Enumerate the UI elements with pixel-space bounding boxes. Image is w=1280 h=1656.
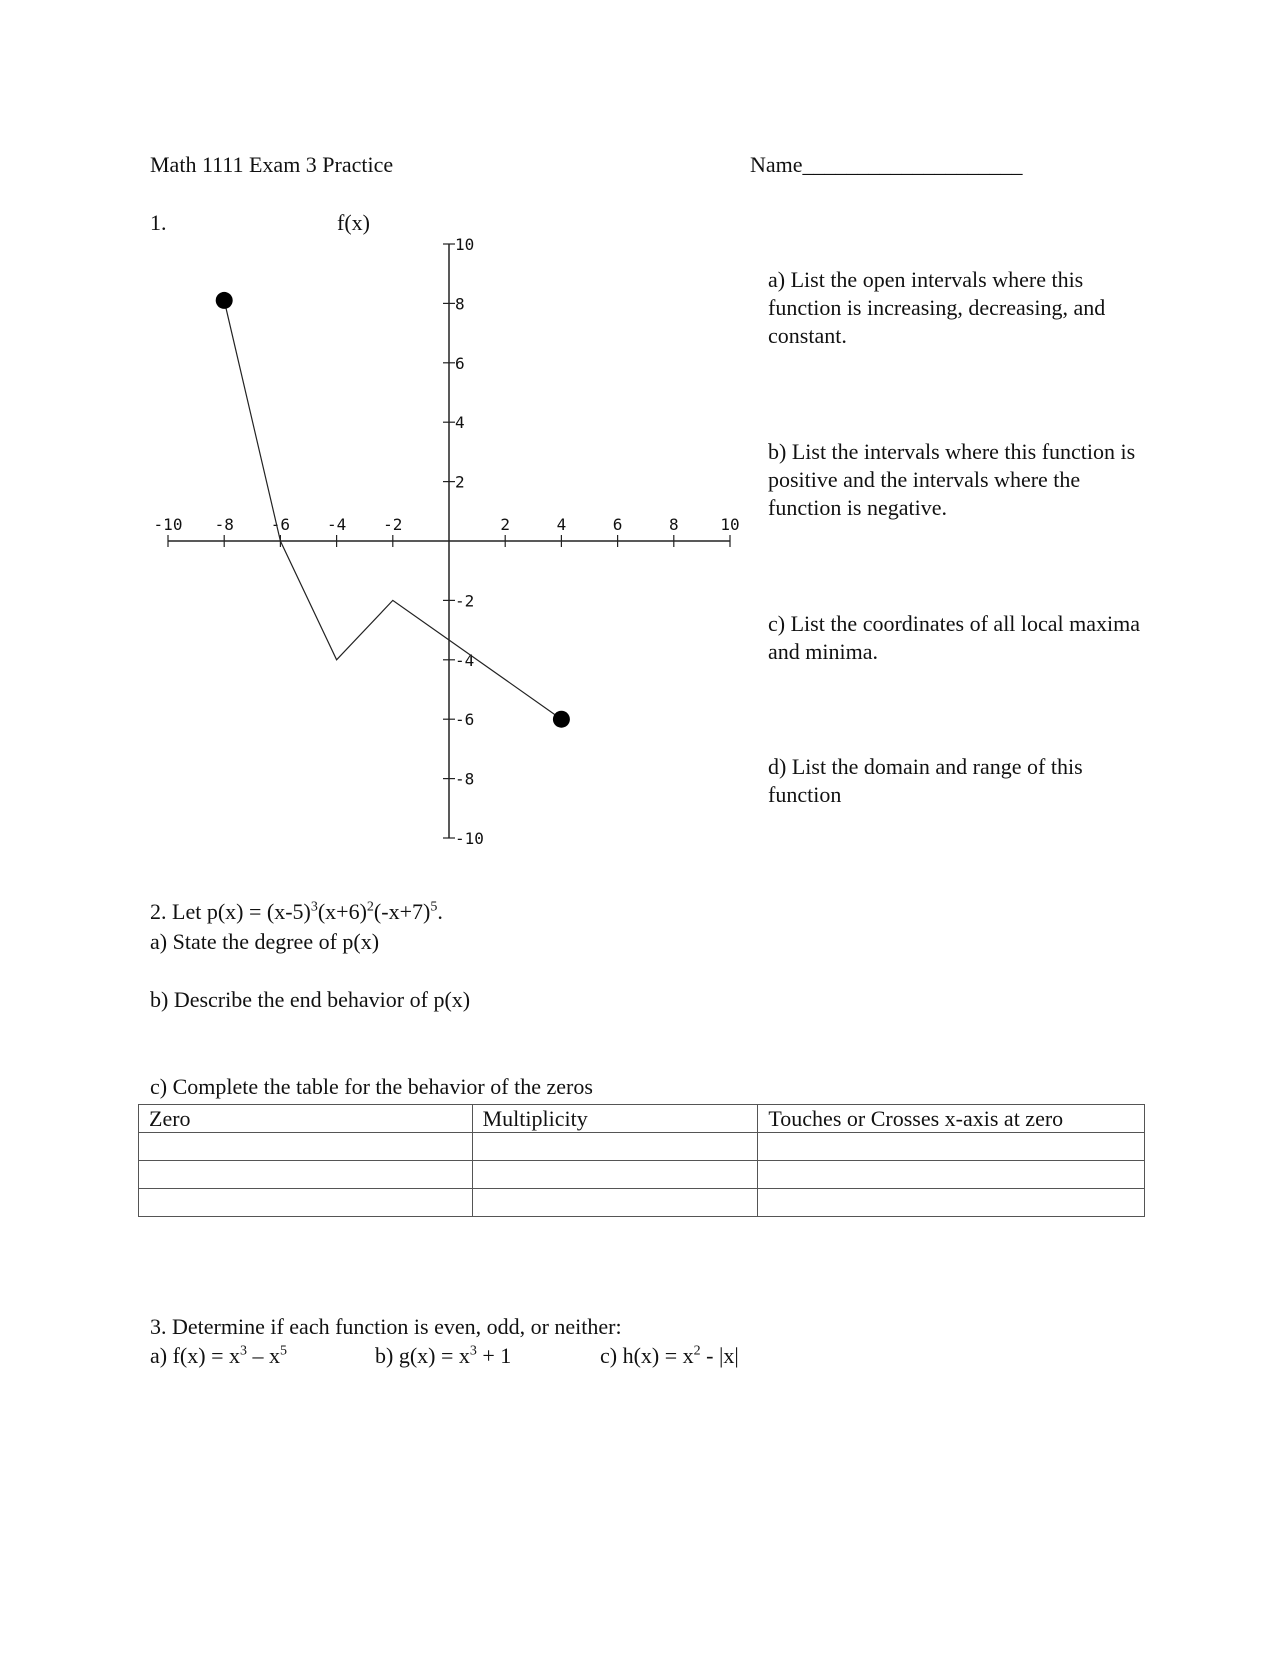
y-tick-label: 4 (455, 413, 465, 433)
zero-cell[interactable] (139, 1133, 473, 1161)
y-tick-label: 10 (455, 235, 475, 254)
exam-title: Math 1111 Exam 3 Practice (150, 152, 394, 177)
x-tick-label: 6 (612, 515, 623, 534)
x-tick-label: 8 (668, 515, 679, 534)
problem-1-part-c: c) List the coordinates of all local maxima and minima. (768, 611, 1141, 664)
table-header-row (139, 1105, 1145, 1133)
multiplicity-cell[interactable] (472, 1133, 758, 1161)
y-tick-label: -8 (455, 769, 475, 789)
graph-title: f(x) (337, 210, 370, 235)
graph-axes (168, 244, 730, 838)
y-tick-label: -4 (455, 650, 475, 670)
name-field-label: Name____________________ (750, 152, 1023, 177)
problem-2-part-c: c) Complete the table for the behavior of the zeros (150, 1074, 593, 1099)
header-zero: Zero (139, 1105, 473, 1133)
multiplicity-cell[interactable] (472, 1161, 758, 1189)
table-row (139, 1161, 1145, 1189)
table-row (139, 1189, 1145, 1217)
endpoint-dot (216, 292, 233, 309)
problem-2-part-b: b) Describe the end behavior of p(x) (150, 987, 471, 1012)
y-tick-label: -6 (455, 710, 475, 730)
problem-1-part-b: b) List the intervals where this function is positive and the intervals where the function is negative. (768, 439, 1136, 520)
problem-3-part-b: b) $g(x) = x^3 + 1$ (375, 1343, 512, 1368)
y-tick-label: 8 (455, 294, 465, 314)
x-tick-label: 10 (720, 515, 740, 534)
behavior-cell[interactable] (758, 1161, 1145, 1189)
zeros-table (138, 1104, 1145, 1217)
x-tick-label: 2 (500, 515, 511, 534)
y-tick-label: -2 (455, 591, 475, 611)
zero-cell[interactable] (139, 1189, 473, 1217)
behavior-cell[interactable] (758, 1133, 1145, 1161)
problem-3-part-c: c) $h(x) = x^2 - |x|$ (600, 1343, 739, 1368)
y-tick-label: 6 (455, 353, 465, 373)
function-line (224, 300, 561, 719)
x-tick-label: -6 (270, 515, 291, 534)
x-tick-label: -8 (214, 515, 234, 534)
graph-curve (216, 292, 570, 728)
x-tick-label: 4 (556, 515, 567, 534)
x-tick-label: -2 (383, 515, 403, 534)
problem-1-number: 1. (150, 210, 167, 235)
header-multiplicity: Multiplicity (472, 1105, 758, 1133)
multiplicity-cell[interactable] (472, 1189, 758, 1217)
y-tick-label: 2 (455, 472, 465, 492)
x-tick-label: -10 (153, 515, 183, 534)
behavior-cell[interactable] (758, 1189, 1145, 1217)
problem-2-part-a: a) State the degree of p(x) (150, 929, 380, 954)
problem-3-prompt: 3. Determine if each function is even, odd, or neither: (150, 1314, 622, 1339)
problem-1-part-d: d) List the domain and range of this function (768, 754, 1083, 807)
table-row (139, 1133, 1145, 1161)
x-tick-label: -4 (326, 515, 347, 534)
problem-1-part-a: a) List the open intervals where this function is increasing, decreasing, and constant. (768, 267, 1106, 348)
zero-cell[interactable] (139, 1161, 473, 1189)
y-tick-label: -10 (455, 829, 484, 848)
header-touches-crosses: Touches or Crosses x-axis at zero (758, 1105, 1145, 1133)
problem-2-intro: 2. Let $p(x) = (x-5)^3(x+6)^2(-x+7)^5$. (150, 899, 443, 924)
function-graph (140, 230, 740, 860)
endpoint-dot (553, 711, 570, 728)
problem-3-part-a: a) $f(x) = x^3 - x^5$ (150, 1343, 287, 1368)
